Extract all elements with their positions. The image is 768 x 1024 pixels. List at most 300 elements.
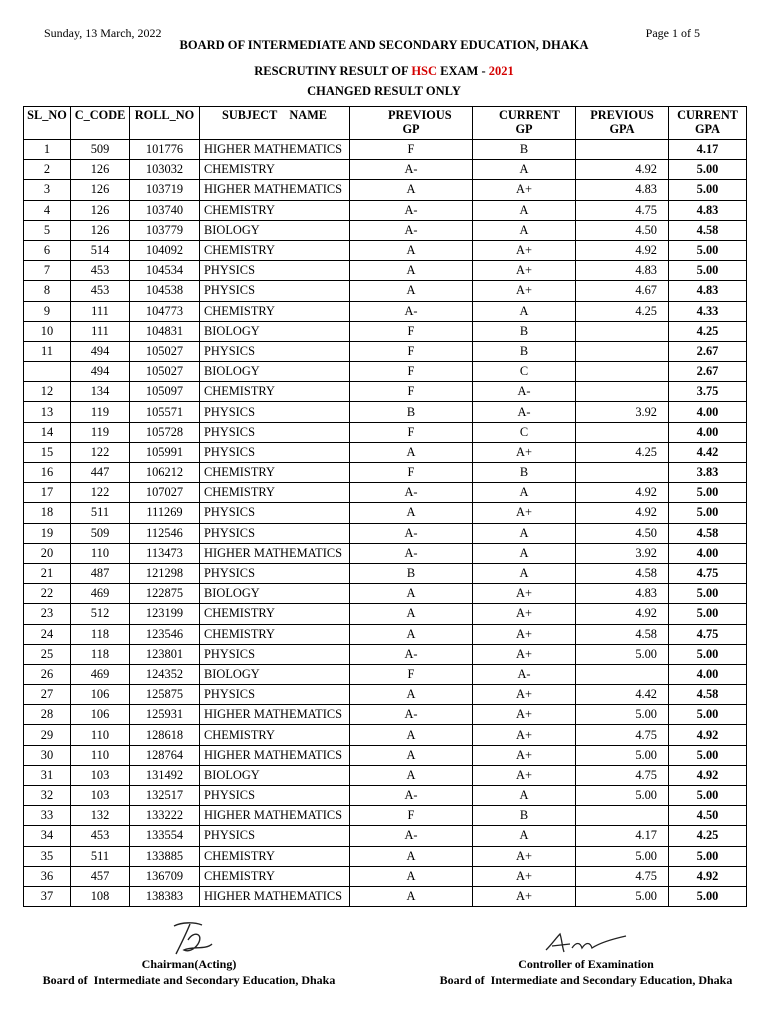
cell-previous-gp: A bbox=[350, 745, 473, 765]
col-previous-gp: PREVIOUS GP bbox=[350, 107, 473, 140]
cell-current-gpa: 4.58 bbox=[669, 685, 747, 705]
cell-current-gp: A+ bbox=[473, 281, 576, 301]
cell-c-code: 469 bbox=[71, 664, 130, 684]
cell-previous-gpa: 4.50 bbox=[576, 220, 669, 240]
table-row bbox=[24, 463, 747, 483]
cell-previous-gpa: 4.83 bbox=[576, 180, 669, 200]
cell-sl-no: 12 bbox=[24, 382, 71, 402]
table-row bbox=[24, 563, 747, 583]
cell-current-gp: A+ bbox=[473, 604, 576, 624]
cell-roll-no: 133885 bbox=[130, 846, 200, 866]
cell-previous-gp: A bbox=[350, 584, 473, 604]
cell-previous-gp: A- bbox=[350, 160, 473, 180]
cell-roll-no: 113473 bbox=[130, 543, 200, 563]
cell-subject: PHYSICS bbox=[200, 786, 350, 806]
cell-current-gpa: 5.00 bbox=[669, 886, 747, 906]
cell-current-gpa: 4.17 bbox=[669, 140, 747, 160]
table-row bbox=[24, 886, 747, 906]
table-row bbox=[24, 644, 747, 664]
cell-sl-no: 33 bbox=[24, 806, 71, 826]
cell-roll-no: 104538 bbox=[130, 281, 200, 301]
cell-current-gpa: 4.50 bbox=[669, 806, 747, 826]
cell-roll-no: 128618 bbox=[130, 725, 200, 745]
cell-previous-gpa: 5.00 bbox=[576, 786, 669, 806]
cell-current-gp: A bbox=[473, 200, 576, 220]
table-row bbox=[24, 301, 747, 321]
cell-current-gp: A+ bbox=[473, 866, 576, 886]
cell-c-code: 110 bbox=[71, 745, 130, 765]
cell-current-gpa: 3.83 bbox=[669, 463, 747, 483]
board-title: BOARD OF INTERMEDIATE AND SECONDARY EDUCATION, DHAKA bbox=[179, 38, 589, 52]
cell-previous-gpa: 4.50 bbox=[576, 523, 669, 543]
cell-previous-gp: A bbox=[350, 725, 473, 745]
cell-sl-no: 31 bbox=[24, 765, 71, 785]
cell-sl-no: 1 bbox=[24, 140, 71, 160]
cell-c-code: 134 bbox=[71, 382, 130, 402]
cell-previous-gp: F bbox=[350, 664, 473, 684]
cell-current-gp: A+ bbox=[473, 261, 576, 281]
table-row bbox=[24, 422, 747, 442]
cell-roll-no: 101776 bbox=[130, 140, 200, 160]
cell-current-gp: B bbox=[473, 140, 576, 160]
cell-previous-gp: F bbox=[350, 341, 473, 361]
cell-c-code: 126 bbox=[71, 180, 130, 200]
cell-current-gpa: 5.00 bbox=[669, 786, 747, 806]
cell-sl-no bbox=[24, 362, 71, 382]
cell-previous-gpa bbox=[576, 321, 669, 341]
cell-subject: BIOLOGY bbox=[200, 584, 350, 604]
cell-sl-no: 37 bbox=[24, 886, 71, 906]
cell-subject: HIGHER MATHEMATICS bbox=[200, 705, 350, 725]
cell-sl-no: 23 bbox=[24, 604, 71, 624]
table-row bbox=[24, 745, 747, 765]
cell-current-gp: A+ bbox=[473, 886, 576, 906]
cell-previous-gpa bbox=[576, 806, 669, 826]
cell-roll-no: 136709 bbox=[130, 866, 200, 886]
cell-current-gp: A+ bbox=[473, 846, 576, 866]
cell-roll-no: 133554 bbox=[130, 826, 200, 846]
cell-previous-gp: F bbox=[350, 422, 473, 442]
cell-current-gp: A bbox=[473, 826, 576, 846]
cell-previous-gpa: 5.00 bbox=[576, 886, 669, 906]
cell-c-code: 118 bbox=[71, 644, 130, 664]
cell-subject: HIGHER MATHEMATICS bbox=[200, 180, 350, 200]
cell-previous-gp: A bbox=[350, 604, 473, 624]
cell-subject: PHYSICS bbox=[200, 523, 350, 543]
cell-previous-gp: B bbox=[350, 402, 473, 422]
table-row bbox=[24, 685, 747, 705]
cell-current-gpa: 4.58 bbox=[669, 523, 747, 543]
cell-current-gp: A+ bbox=[473, 584, 576, 604]
cell-roll-no: 105027 bbox=[130, 362, 200, 382]
table-row bbox=[24, 664, 747, 684]
cell-sl-no: 25 bbox=[24, 644, 71, 664]
cell-sl-no: 17 bbox=[24, 483, 71, 503]
col-roll-no: ROLL_NO bbox=[130, 107, 200, 140]
cell-subject: CHEMISTRY bbox=[200, 382, 350, 402]
cell-sl-no: 36 bbox=[24, 866, 71, 886]
table-row bbox=[24, 786, 747, 806]
cell-current-gpa: 2.67 bbox=[669, 341, 747, 361]
cell-subject: CHEMISTRY bbox=[200, 160, 350, 180]
cell-c-code: 111 bbox=[71, 301, 130, 321]
cell-previous-gp: F bbox=[350, 140, 473, 160]
controller-signature bbox=[542, 930, 628, 956]
cell-subject: PHYSICS bbox=[200, 644, 350, 664]
cell-current-gp: A bbox=[473, 786, 576, 806]
table-row bbox=[24, 765, 747, 785]
cell-previous-gpa: 4.25 bbox=[576, 442, 669, 462]
cell-current-gp: A+ bbox=[473, 644, 576, 664]
cell-subject: PHYSICS bbox=[200, 422, 350, 442]
cell-previous-gpa: 4.83 bbox=[576, 584, 669, 604]
cell-current-gp: A+ bbox=[473, 442, 576, 462]
table-row bbox=[24, 402, 747, 422]
col-c-code: C_CODE bbox=[71, 107, 130, 140]
cell-subject: HIGHER MATHEMATICS bbox=[200, 806, 350, 826]
cell-current-gp: A bbox=[473, 523, 576, 543]
cell-sl-no: 34 bbox=[24, 826, 71, 846]
cell-current-gp: A+ bbox=[473, 503, 576, 523]
cell-c-code: 511 bbox=[71, 503, 130, 523]
cell-current-gpa: 4.42 bbox=[669, 442, 747, 462]
cell-c-code: 103 bbox=[71, 765, 130, 785]
cell-roll-no: 105097 bbox=[130, 382, 200, 402]
cell-previous-gp: A bbox=[350, 261, 473, 281]
cell-previous-gpa: 4.83 bbox=[576, 261, 669, 281]
cell-previous-gp: A- bbox=[350, 543, 473, 563]
exam-name: HSC bbox=[411, 64, 438, 78]
cell-sl-no: 29 bbox=[24, 725, 71, 745]
cell-previous-gpa: 4.75 bbox=[576, 866, 669, 886]
cell-current-gpa: 4.83 bbox=[669, 281, 747, 301]
table-row bbox=[24, 725, 747, 745]
cell-c-code: 514 bbox=[71, 240, 130, 260]
result-title bbox=[0, 64, 768, 79]
cell-current-gp: A+ bbox=[473, 685, 576, 705]
cell-c-code: 453 bbox=[71, 261, 130, 281]
cell-c-code: 122 bbox=[71, 442, 130, 462]
cell-sl-no: 16 bbox=[24, 463, 71, 483]
cell-current-gp: A- bbox=[473, 402, 576, 422]
controller-title: Controller of Examination bbox=[518, 957, 654, 971]
cell-c-code: 110 bbox=[71, 543, 130, 563]
cell-current-gp: A bbox=[473, 220, 576, 240]
cell-previous-gp: A bbox=[350, 624, 473, 644]
cell-subject: CHEMISTRY bbox=[200, 866, 350, 886]
cell-c-code: 132 bbox=[71, 806, 130, 826]
cell-subject: PHYSICS bbox=[200, 503, 350, 523]
cell-c-code: 126 bbox=[71, 160, 130, 180]
cell-current-gpa: 4.75 bbox=[669, 563, 747, 583]
cell-previous-gpa bbox=[576, 422, 669, 442]
table-row bbox=[24, 523, 747, 543]
cell-current-gpa: 2.67 bbox=[669, 362, 747, 382]
cell-current-gpa: 5.00 bbox=[669, 584, 747, 604]
cell-current-gpa: 4.92 bbox=[669, 866, 747, 886]
cell-previous-gpa: 3.92 bbox=[576, 543, 669, 563]
table-row bbox=[24, 584, 747, 604]
cell-roll-no: 103032 bbox=[130, 160, 200, 180]
cell-previous-gp: A- bbox=[350, 826, 473, 846]
cell-current-gpa: 5.00 bbox=[669, 644, 747, 664]
cell-previous-gpa: 3.92 bbox=[576, 402, 669, 422]
cell-current-gpa: 4.92 bbox=[669, 765, 747, 785]
table-row bbox=[24, 483, 747, 503]
cell-subject: CHEMISTRY bbox=[200, 240, 350, 260]
cell-current-gpa: 4.00 bbox=[669, 664, 747, 684]
cell-previous-gp: A- bbox=[350, 220, 473, 240]
cell-c-code: 453 bbox=[71, 281, 130, 301]
cell-current-gpa: 5.00 bbox=[669, 180, 747, 200]
cell-sl-no: 7 bbox=[24, 261, 71, 281]
cell-subject: HIGHER MATHEMATICS bbox=[200, 140, 350, 160]
cell-sl-no: 35 bbox=[24, 846, 71, 866]
cell-c-code: 106 bbox=[71, 685, 130, 705]
chairman-block bbox=[30, 956, 348, 988]
cell-subject: HIGHER MATHEMATICS bbox=[200, 886, 350, 906]
cell-sl-no: 24 bbox=[24, 624, 71, 644]
cell-previous-gpa: 5.00 bbox=[576, 745, 669, 765]
cell-previous-gp: B bbox=[350, 563, 473, 583]
cell-c-code: 126 bbox=[71, 200, 130, 220]
table-row bbox=[24, 321, 747, 341]
cell-roll-no: 132517 bbox=[130, 786, 200, 806]
cell-current-gp: A bbox=[473, 563, 576, 583]
cell-subject: CHEMISTRY bbox=[200, 463, 350, 483]
cell-current-gp: C bbox=[473, 422, 576, 442]
cell-sl-no: 11 bbox=[24, 341, 71, 361]
cell-c-code: 494 bbox=[71, 362, 130, 382]
cell-current-gpa: 5.00 bbox=[669, 261, 747, 281]
cell-previous-gpa: 4.92 bbox=[576, 483, 669, 503]
cell-previous-gpa: 4.67 bbox=[576, 281, 669, 301]
cell-sl-no: 2 bbox=[24, 160, 71, 180]
cell-current-gp: A bbox=[473, 301, 576, 321]
cell-current-gpa: 5.00 bbox=[669, 240, 747, 260]
controller-org: Board of Intermediate and Secondary Education, Dhaka bbox=[439, 973, 733, 987]
cell-previous-gpa: 4.58 bbox=[576, 563, 669, 583]
report-date: Sunday, 13 March, 2022 bbox=[44, 26, 162, 40]
cell-previous-gpa: 4.58 bbox=[576, 624, 669, 644]
cell-previous-gp: A- bbox=[350, 705, 473, 725]
cell-current-gpa: 4.92 bbox=[669, 725, 747, 745]
col-previous-gpa: PREVIOUS GPA bbox=[576, 107, 669, 140]
cell-subject: CHEMISTRY bbox=[200, 483, 350, 503]
cell-subject: BIOLOGY bbox=[200, 321, 350, 341]
cell-roll-no: 121298 bbox=[130, 563, 200, 583]
table-row bbox=[24, 705, 747, 725]
cell-roll-no: 104773 bbox=[130, 301, 200, 321]
cell-current-gpa: 4.25 bbox=[669, 321, 747, 341]
cell-subject: BIOLOGY bbox=[200, 220, 350, 240]
cell-subject: CHEMISTRY bbox=[200, 200, 350, 220]
cell-current-gpa: 5.00 bbox=[669, 604, 747, 624]
table-row bbox=[24, 866, 747, 886]
cell-current-gp: B bbox=[473, 463, 576, 483]
table-row bbox=[24, 543, 747, 563]
cell-sl-no: 13 bbox=[24, 402, 71, 422]
cell-current-gp: B bbox=[473, 321, 576, 341]
cell-sl-no: 28 bbox=[24, 705, 71, 725]
cell-roll-no: 125875 bbox=[130, 685, 200, 705]
table-row bbox=[24, 220, 747, 240]
cell-roll-no: 122875 bbox=[130, 584, 200, 604]
table-row bbox=[24, 240, 747, 260]
cell-roll-no: 133222 bbox=[130, 806, 200, 826]
cell-sl-no: 3 bbox=[24, 180, 71, 200]
cell-sl-no: 26 bbox=[24, 664, 71, 684]
cell-previous-gp: A- bbox=[350, 786, 473, 806]
cell-roll-no: 103719 bbox=[130, 180, 200, 200]
cell-previous-gp: A- bbox=[350, 301, 473, 321]
cell-current-gpa: 3.75 bbox=[669, 382, 747, 402]
cell-previous-gpa: 4.92 bbox=[576, 604, 669, 624]
cell-current-gp: A- bbox=[473, 382, 576, 402]
cell-current-gpa: 4.00 bbox=[669, 422, 747, 442]
cell-c-code: 111 bbox=[71, 321, 130, 341]
cell-subject: PHYSICS bbox=[200, 281, 350, 301]
cell-c-code: 106 bbox=[71, 705, 130, 725]
cell-roll-no: 104534 bbox=[130, 261, 200, 281]
cell-c-code: 453 bbox=[71, 826, 130, 846]
cell-sl-no: 14 bbox=[24, 422, 71, 442]
cell-subject: PHYSICS bbox=[200, 685, 350, 705]
cell-roll-no: 131492 bbox=[130, 765, 200, 785]
cell-c-code: 122 bbox=[71, 483, 130, 503]
cell-current-gp: A bbox=[473, 160, 576, 180]
cell-previous-gp: A bbox=[350, 240, 473, 260]
cell-previous-gpa bbox=[576, 664, 669, 684]
cell-previous-gpa: 5.00 bbox=[576, 644, 669, 664]
cell-previous-gp: A- bbox=[350, 200, 473, 220]
cell-roll-no: 104831 bbox=[130, 321, 200, 341]
cell-roll-no: 105728 bbox=[130, 422, 200, 442]
cell-roll-no: 107027 bbox=[130, 483, 200, 503]
cell-roll-no: 123546 bbox=[130, 624, 200, 644]
cell-previous-gp: A bbox=[350, 886, 473, 906]
cell-subject: CHEMISTRY bbox=[200, 846, 350, 866]
cell-previous-gp: A bbox=[350, 866, 473, 886]
cell-previous-gp: F bbox=[350, 806, 473, 826]
cell-current-gp: A bbox=[473, 483, 576, 503]
cell-current-gp: A- bbox=[473, 664, 576, 684]
cell-previous-gp: A bbox=[350, 180, 473, 200]
cell-previous-gpa bbox=[576, 382, 669, 402]
cell-roll-no: 123801 bbox=[130, 644, 200, 664]
controller-block bbox=[428, 956, 744, 988]
cell-current-gpa: 5.00 bbox=[669, 745, 747, 765]
cell-current-gp: A+ bbox=[473, 765, 576, 785]
cell-previous-gpa bbox=[576, 362, 669, 382]
cell-c-code: 469 bbox=[71, 584, 130, 604]
cell-subject: HIGHER MATHEMATICS bbox=[200, 745, 350, 765]
table-row bbox=[24, 846, 747, 866]
cell-previous-gp: A bbox=[350, 281, 473, 301]
col-current-gp: CURRENT GP bbox=[473, 107, 576, 140]
cell-current-gpa: 4.58 bbox=[669, 220, 747, 240]
table-row bbox=[24, 140, 747, 160]
cell-previous-gp: A bbox=[350, 442, 473, 462]
cell-sl-no: 19 bbox=[24, 523, 71, 543]
cell-sl-no: 21 bbox=[24, 563, 71, 583]
exam-year: 2021 bbox=[488, 64, 514, 78]
cell-sl-no: 5 bbox=[24, 220, 71, 240]
cell-current-gp: B bbox=[473, 806, 576, 826]
result-prefix: RESCRUTINY RESULT OF bbox=[254, 64, 412, 78]
cell-current-gp: A+ bbox=[473, 240, 576, 260]
cell-current-gp: B bbox=[473, 341, 576, 361]
cell-subject: PHYSICS bbox=[200, 442, 350, 462]
cell-roll-no: 128764 bbox=[130, 745, 200, 765]
cell-current-gp: A+ bbox=[473, 180, 576, 200]
table-row bbox=[24, 200, 747, 220]
cell-current-gpa: 5.00 bbox=[669, 160, 747, 180]
cell-previous-gpa: 4.92 bbox=[576, 240, 669, 260]
cell-c-code: 110 bbox=[71, 725, 130, 745]
cell-previous-gpa: 4.92 bbox=[576, 503, 669, 523]
cell-sl-no: 6 bbox=[24, 240, 71, 260]
cell-current-gpa: 4.33 bbox=[669, 301, 747, 321]
cell-current-gp: A+ bbox=[473, 745, 576, 765]
cell-roll-no: 112546 bbox=[130, 523, 200, 543]
cell-current-gpa: 5.00 bbox=[669, 503, 747, 523]
cell-roll-no: 103740 bbox=[130, 200, 200, 220]
cell-previous-gpa bbox=[576, 463, 669, 483]
cell-current-gpa: 5.00 bbox=[669, 483, 747, 503]
cell-previous-gpa: 5.00 bbox=[576, 705, 669, 725]
cell-previous-gpa: 4.92 bbox=[576, 160, 669, 180]
table-row bbox=[24, 341, 747, 361]
cell-roll-no: 138383 bbox=[130, 886, 200, 906]
cell-c-code: 126 bbox=[71, 220, 130, 240]
cell-sl-no: 9 bbox=[24, 301, 71, 321]
cell-current-gp: C bbox=[473, 362, 576, 382]
cell-current-gp: A+ bbox=[473, 725, 576, 745]
cell-c-code: 119 bbox=[71, 402, 130, 422]
table-row bbox=[24, 261, 747, 281]
table-row bbox=[24, 604, 747, 624]
col-current-gpa: CURRENT GPA bbox=[669, 107, 747, 140]
cell-current-gpa: 4.25 bbox=[669, 826, 747, 846]
cell-sl-no: 30 bbox=[24, 745, 71, 765]
cell-current-gpa: 4.75 bbox=[669, 624, 747, 644]
cell-c-code: 512 bbox=[71, 604, 130, 624]
cell-previous-gp: A bbox=[350, 765, 473, 785]
cell-subject: CHEMISTRY bbox=[200, 725, 350, 745]
table-row bbox=[24, 362, 747, 382]
cell-c-code: 511 bbox=[71, 846, 130, 866]
table-row bbox=[24, 382, 747, 402]
cell-previous-gpa: 4.17 bbox=[576, 826, 669, 846]
cell-sl-no: 4 bbox=[24, 200, 71, 220]
cell-roll-no: 111269 bbox=[130, 503, 200, 523]
cell-c-code: 509 bbox=[71, 140, 130, 160]
results-table bbox=[23, 106, 747, 907]
cell-previous-gpa: 4.25 bbox=[576, 301, 669, 321]
col-subject-name: SUBJECT NAME bbox=[200, 107, 350, 140]
cell-c-code: 487 bbox=[71, 563, 130, 583]
cell-subject: PHYSICS bbox=[200, 341, 350, 361]
cell-previous-gpa: 4.42 bbox=[576, 685, 669, 705]
cell-previous-gp: A bbox=[350, 503, 473, 523]
cell-subject: PHYSICS bbox=[200, 826, 350, 846]
cell-current-gp: A+ bbox=[473, 624, 576, 644]
cell-sl-no: 22 bbox=[24, 584, 71, 604]
cell-previous-gpa: 5.00 bbox=[576, 846, 669, 866]
cell-previous-gp: A bbox=[350, 685, 473, 705]
cell-roll-no: 105027 bbox=[130, 341, 200, 361]
